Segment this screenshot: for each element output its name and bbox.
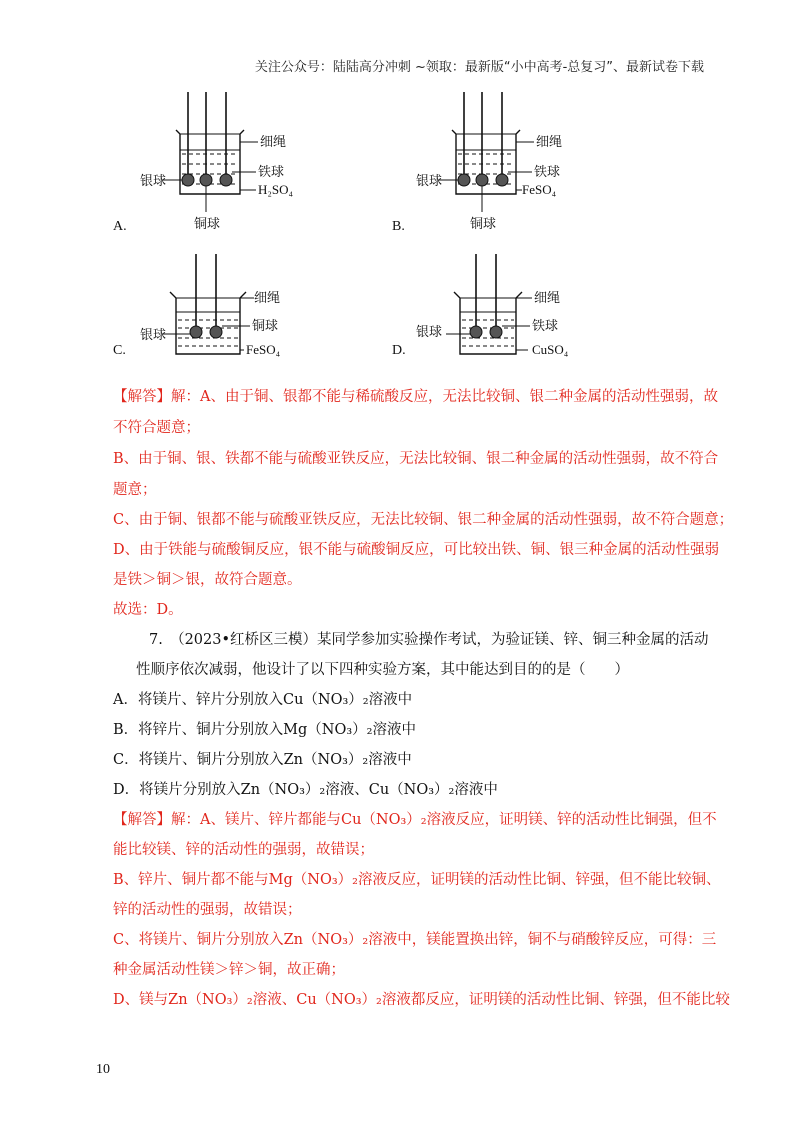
label-left: 银球 (416, 174, 443, 189)
label-bottom: 铜球 (194, 217, 221, 232)
iron-ball (496, 174, 508, 186)
label-bottom: 铜球 (470, 217, 497, 232)
label-solution: FeSO₄ (246, 342, 281, 357)
label-solution: H₂SO₄ (258, 182, 294, 197)
answer7-line: C、将镁片、铜片分别放入Zn（NO₃）₂溶液中，镁能置换出锌，铜不与硝酸锌反应，可得：三 (113, 932, 717, 948)
copper-ball (476, 174, 488, 186)
question7-option-d: D．将镁片分别放入Zn（NO₃）₂溶液、Cu（NO₃）₂溶液中 (113, 782, 498, 798)
iron-ball (490, 326, 502, 338)
figure-letter-d: D. (392, 343, 406, 358)
figure-letter-c: C. (113, 343, 126, 358)
label-right: 铜球 (252, 319, 279, 334)
beaker-figure-b (416, 92, 596, 232)
figure-letter-a: A. (113, 219, 127, 234)
answer6-line: 不符合题意； (113, 420, 200, 436)
question7-stem: 性顺序依次减弱，他设计了以下四种实验方案，其中能达到目的的是（ ） (136, 662, 629, 678)
copper-ball (200, 174, 212, 186)
page-header: 关注公众号：陆陆高分冲刺 ~领取：最新版“小中高考-总复习”、最新试卷下载 (254, 60, 704, 75)
silver-ball (470, 326, 482, 338)
label-left: 银球 (140, 174, 167, 189)
answer6-line: B、由于铜、银、铁都不能与硫酸亚铁反应，无法比较铜、银二种金属的活动性强弱，故不符合 (113, 451, 719, 467)
silver-ball (458, 174, 470, 186)
beaker-figure-d (416, 254, 596, 364)
label-solution: CuSO₄ (532, 342, 569, 357)
answer6-line: 题意； (113, 482, 157, 498)
label-rope: 细绳 (260, 135, 287, 150)
iron-ball (220, 174, 232, 186)
beaker-figure-a (140, 92, 320, 232)
answer6-line: D、由于铁能与硫酸铜反应，银不能与硫酸铜反应，可比较出铁、铜、银三种金属的活动性强弱 (113, 542, 720, 558)
answer7-line: 【解答】解：A、镁片、锌片都能与Cu（NO₃）₂溶液反应，证明镁、锌的活动性比铜强，但不 (113, 812, 717, 828)
silver-ball (182, 174, 194, 186)
label-rope: 细绳 (534, 291, 561, 306)
question7-option-b: B．将锌片、铜片分别放入Mg（NO₃）₂溶液中 (113, 722, 416, 738)
beaker-figure-c (140, 254, 320, 364)
label-right: 铁球 (532, 319, 559, 334)
label-solution: FeSO₄ (522, 182, 557, 197)
label-right: 铁球 (258, 165, 285, 180)
answer6-line: 是铁＞铜＞银，故符合题意。 (113, 572, 302, 588)
figure-letter-b: B. (392, 219, 405, 234)
answer7-line: B、锌片、铜片都不能与Mg（NO₃）₂溶液反应，证明镁的活动性比铜、锌强，但不能比较铜、 (113, 872, 721, 888)
answer6-line: C、由于铜、银都不能与硫酸亚铁反应，无法比较铜、银二种金属的活动性强弱，故不符合题意； (113, 512, 734, 528)
question7-option-a: A．将镁片、锌片分别放入Cu（NO₃）₂溶液中 (113, 692, 413, 708)
label-left: 银球 (416, 325, 443, 340)
question7-stem: 7. （2023•红桥区三模）某同学参加实验操作考试，为验证镁、锌、铜三种金属的活动 (149, 632, 709, 648)
copper-ball (210, 326, 222, 338)
answer7-line: 能比较镁、锌的活动性的强弱，故错误； (113, 842, 374, 858)
silver-ball (190, 326, 202, 338)
answer6-line: 【解答】解：A、由于铜、银都不能与稀硫酸反应，无法比较铜、银二种金属的活动性强弱，故 (113, 389, 718, 405)
page-number: 10 (96, 1062, 110, 1077)
answer7-line: 种金属活动性镁＞锌＞铜，故正确； (113, 962, 345, 978)
answer6-line: 故选：D。 (113, 602, 183, 618)
label-rope: 细绳 (254, 291, 281, 306)
answer7-line: D、镁与Zn（NO₃）₂溶液、Cu（NO₃）₂溶液都反应，证明镁的活动性比铜、锌强，但不能比较 (113, 992, 730, 1008)
question7-option-c: C．将镁片、铜片分别放入Zn（NO₃）₂溶液中 (113, 752, 412, 768)
answer7-line: 锌的活动性的强弱，故错误； (113, 902, 302, 918)
label-right: 铁球 (534, 165, 561, 180)
label-left: 银球 (140, 328, 167, 343)
label-rope: 细绳 (536, 135, 563, 150)
